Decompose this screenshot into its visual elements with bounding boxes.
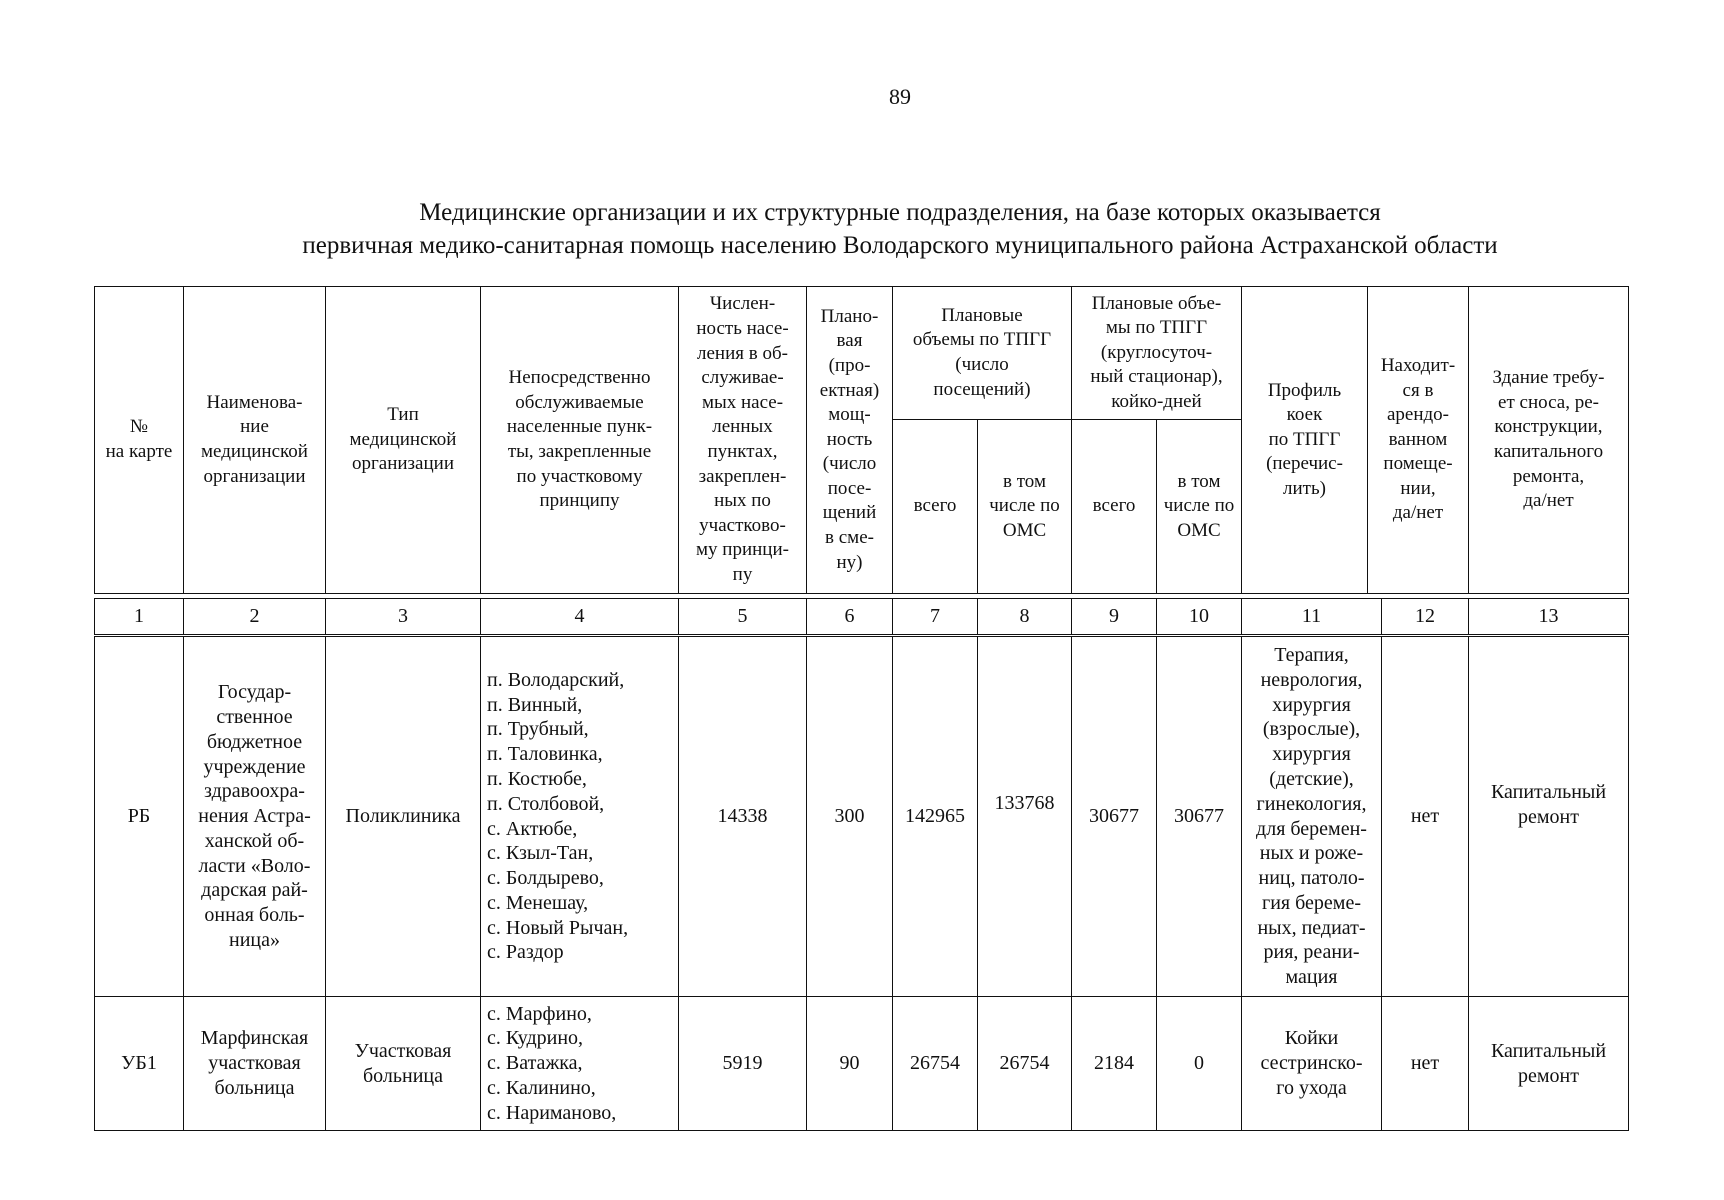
cell-line: неврология, xyxy=(1260,668,1363,691)
cell-line: ханской об- xyxy=(204,829,305,852)
cell-line: Государ- xyxy=(217,681,292,704)
cell-line: щений xyxy=(822,502,877,524)
header-org-name xyxy=(184,287,326,594)
building-status xyxy=(1469,997,1629,1131)
cell-line: п. Столбовой, xyxy=(487,792,605,815)
cell-line: участково- xyxy=(699,514,786,536)
cell-line: (взрослые), xyxy=(1262,718,1361,741)
cell-line: Плановые объе- xyxy=(1091,292,1222,314)
settlements xyxy=(481,637,679,997)
cell-line: ние xyxy=(240,416,269,438)
cell-line: мы по ТПГГ xyxy=(1105,317,1208,339)
beddays-total: 30677 xyxy=(1072,637,1157,997)
cell-line: учреждение xyxy=(203,755,306,778)
cell-line: населенные пунк- xyxy=(506,416,653,438)
header-org-type xyxy=(326,287,481,594)
cell-line: ты, закрепленные xyxy=(507,441,652,462)
cell-line: да/нет xyxy=(1392,502,1444,524)
table-row xyxy=(95,637,1629,997)
capacity: 300 xyxy=(807,637,893,997)
header-visits-group xyxy=(893,287,1072,420)
cell-line: ных, педиат- xyxy=(1257,916,1366,939)
org-name xyxy=(184,637,326,997)
cell-line: по ТПГГ xyxy=(1268,428,1341,450)
cell-line: организации xyxy=(351,453,454,475)
cell-line: Плановые xyxy=(941,304,1023,326)
cell-line: арендо- xyxy=(1386,404,1450,426)
org-name xyxy=(184,997,326,1131)
cell-line: ность насе- xyxy=(696,318,789,340)
cell-line: объемы по ТПГГ xyxy=(912,329,1052,351)
beddays-oms: 0 xyxy=(1157,997,1242,1131)
cell-line: нения Астра- xyxy=(198,805,311,828)
header-table xyxy=(94,286,1629,594)
column-number-2: 2 xyxy=(184,599,326,635)
column-number-6: 6 xyxy=(807,599,893,635)
cell-line: хирургия xyxy=(1272,693,1351,716)
cell-line: пунктах, xyxy=(707,441,778,462)
cell-line: бюджетное xyxy=(206,730,303,753)
cell-line: мощ- xyxy=(828,404,871,426)
cell-line: Непосредственно xyxy=(508,367,651,389)
cell-line: ремонта, xyxy=(1512,465,1585,487)
cell-line: Капитальный xyxy=(1490,780,1607,803)
cell-line: гинекология, xyxy=(1256,792,1367,815)
cell-line: Здание требу- xyxy=(1492,367,1605,389)
cell-line: лить) xyxy=(1283,477,1326,499)
cell-line: Поликлиника xyxy=(345,805,461,828)
column-number-13: 13 xyxy=(1469,599,1629,635)
cell-line: с. Актюбе, xyxy=(487,817,578,840)
cell-line: Наименова- xyxy=(206,391,303,413)
beddays-total: 2184 xyxy=(1072,997,1157,1131)
cell-line: ванном xyxy=(1388,428,1448,450)
rented: нет xyxy=(1382,997,1469,1131)
cell-line: в том xyxy=(1177,470,1221,492)
cell-line: Терапия, xyxy=(1274,643,1349,666)
population: 5919 xyxy=(679,997,807,1131)
cell-line: ремонт xyxy=(1518,805,1579,828)
cell-line: больница xyxy=(363,1064,443,1087)
population: 14338 xyxy=(679,637,807,997)
cell-line: ленных xyxy=(712,416,773,438)
map-number: РБ xyxy=(95,637,184,997)
visits-oms: 133768 xyxy=(978,637,1072,997)
cell-line: ласти «Воло- xyxy=(198,854,311,877)
map-number: УБ1 xyxy=(95,997,184,1131)
cell-line: дарская рай- xyxy=(201,879,308,902)
column-number-5: 5 xyxy=(679,599,807,635)
cell-line: в сме- xyxy=(825,527,874,549)
cell-line: п. Трубный, xyxy=(487,718,589,741)
cell-line: п. Володарский, xyxy=(487,668,625,691)
cell-line: (перечис- xyxy=(1266,453,1343,475)
data-table xyxy=(94,636,1629,1131)
visits-total: 26754 xyxy=(893,997,978,1131)
column-number-8: 8 xyxy=(978,599,1072,635)
cell-line: здравоохра- xyxy=(204,780,305,803)
header-population xyxy=(679,287,807,594)
cell-line: на карте xyxy=(105,441,173,462)
visits-oms: 26754 xyxy=(978,997,1072,1131)
cell-line: ный стационар), xyxy=(1090,366,1223,388)
header-settlements xyxy=(481,287,679,594)
cell-line: гия береме- xyxy=(1262,891,1361,914)
cell-line: с. Ватажка, xyxy=(487,1052,583,1075)
cell-line: ОМС xyxy=(1002,519,1047,541)
cell-line: больница xyxy=(214,1076,295,1099)
cell-line: с. Кзыл-Тан, xyxy=(487,842,594,865)
header-visits-oms xyxy=(978,420,1072,594)
column-number-4: 4 xyxy=(481,599,679,635)
cell-line: рия, реани- xyxy=(1263,941,1360,964)
cell-line: медицинской xyxy=(349,428,457,450)
cell-line: ница» xyxy=(229,929,280,952)
cell-line: да/нет xyxy=(1523,490,1574,512)
cell-line: № xyxy=(129,416,149,438)
document-title xyxy=(0,196,1724,262)
cell-line: закреплен- xyxy=(698,465,787,487)
cell-line: мация xyxy=(1285,966,1338,989)
cell-line: по участковому xyxy=(516,465,643,487)
cell-line: Капитальный xyxy=(1490,1039,1607,1062)
column-numbers-row xyxy=(95,599,1629,635)
cell-line: медицинской xyxy=(201,441,308,462)
cell-line: служивае- xyxy=(701,367,784,389)
cell-line: вая xyxy=(836,330,863,352)
cell-line: Участковая xyxy=(354,1039,452,1062)
header-capacity xyxy=(807,287,893,594)
cell-line: нии, xyxy=(1400,477,1436,499)
org-type xyxy=(326,997,481,1131)
capacity: 90 xyxy=(807,997,893,1131)
cell-line: ных по xyxy=(714,490,771,512)
cell-line: ся в xyxy=(1402,379,1434,401)
cell-line: пу xyxy=(732,563,753,585)
cell-line: помеще- xyxy=(1383,453,1453,475)
cell-line: ектная) xyxy=(819,379,880,401)
header-rented xyxy=(1368,287,1469,594)
header-building xyxy=(1469,287,1629,594)
cell-line: ет сноса, ре- xyxy=(1498,391,1599,413)
cell-line: онная боль- xyxy=(204,904,305,927)
cell-line: с. Раздор xyxy=(487,941,564,964)
column-number-3: 3 xyxy=(326,599,481,635)
cell-line: го ухода xyxy=(1276,1076,1347,1099)
cell-line: обслуживаемые xyxy=(515,391,644,413)
column-number-12: 12 xyxy=(1382,599,1469,635)
title-line-2: первичная медико-санитарная помощь населению Володарского муниципального района Астраханской области xyxy=(302,232,1498,259)
cell-line: с. Марфино, xyxy=(487,1002,592,1025)
cell-line: ственное xyxy=(216,705,293,728)
cell-line: Тип xyxy=(387,404,419,426)
header-beddays-oms xyxy=(1157,420,1242,594)
header-beddays-total: всего xyxy=(1072,420,1157,594)
cell-line: для беремен- xyxy=(1256,817,1367,840)
cell-line: Койки xyxy=(1284,1027,1339,1050)
cell-line: конструкции, xyxy=(1494,416,1603,438)
column-number-9: 9 xyxy=(1072,599,1157,635)
column-number-1: 1 xyxy=(95,599,184,635)
cell-line: (круглосуточ- xyxy=(1100,341,1213,363)
table-row xyxy=(95,997,1629,1131)
title-line-1: Медицинские организации и их структурные подразделения, на базе которых оказывается xyxy=(419,199,1381,226)
cell-line: (детские), xyxy=(1269,767,1354,790)
header-beddays-group xyxy=(1072,287,1242,420)
cell-line: п. Таловинка, xyxy=(487,743,603,766)
cell-line: п. Костюбе, xyxy=(487,767,587,790)
cell-line: ных и роже- xyxy=(1259,842,1364,865)
cell-line: Марфинская xyxy=(200,1027,309,1050)
cell-line: Находит- xyxy=(1380,354,1456,376)
page-number: 89 xyxy=(889,84,911,109)
cell-line: сестринско- xyxy=(1260,1052,1363,1075)
cell-line: с. Кудрино, xyxy=(487,1027,584,1050)
cell-line: с. Менешау, xyxy=(487,891,589,914)
bed-profile xyxy=(1242,637,1382,997)
cell-line: Плано- xyxy=(820,305,879,327)
cell-line: хирургия xyxy=(1272,743,1351,766)
column-number-7: 7 xyxy=(893,599,978,635)
cell-line: числе по xyxy=(1163,495,1235,517)
cell-line: коек xyxy=(1286,404,1323,426)
column-number-10: 10 xyxy=(1157,599,1242,635)
visits-total: 142965 xyxy=(893,637,978,997)
cell-line: Числен- xyxy=(709,293,776,315)
cell-line: ОМС xyxy=(1177,519,1221,541)
rented: нет xyxy=(1382,637,1469,997)
cell-line: Профиль xyxy=(1267,379,1342,401)
cell-line: посещений) xyxy=(933,378,1031,400)
header-map-no xyxy=(95,287,184,594)
cell-line: с. Болдырево, xyxy=(487,867,604,890)
cell-line: ремонт xyxy=(1518,1064,1579,1087)
cell-line: ну) xyxy=(836,551,863,573)
cell-line: (число xyxy=(822,453,877,475)
cell-line: ления в об- xyxy=(697,342,788,364)
cell-line: мых насе- xyxy=(701,391,784,413)
cell-line: ность xyxy=(826,428,873,450)
cell-line: числе по xyxy=(989,495,1060,517)
column-numbers-table xyxy=(94,598,1629,635)
cell-line: посе- xyxy=(827,477,872,499)
cell-line: му принци- xyxy=(696,539,789,561)
beddays-oms: 30677 xyxy=(1157,637,1242,997)
cell-line: принципу xyxy=(539,490,620,512)
cell-line: участковая xyxy=(208,1052,301,1075)
cell-line: койко-дней xyxy=(1111,390,1202,412)
cell-line: (про- xyxy=(828,354,871,376)
cell-line: с. Калинино, xyxy=(487,1076,596,1099)
column-number-11: 11 xyxy=(1242,599,1382,635)
settlements xyxy=(481,997,679,1131)
cell-line: с. Новый Рычан, xyxy=(487,916,629,939)
building-status xyxy=(1469,637,1629,997)
cell-line: в том xyxy=(1003,470,1046,492)
header-visits-total: всего xyxy=(893,420,978,594)
cell-line: капитального xyxy=(1493,441,1604,462)
org-type xyxy=(326,637,481,997)
cell-line: п. Винный, xyxy=(487,693,583,716)
cell-line: ниц, патоло- xyxy=(1258,867,1365,890)
cell-line: (число xyxy=(955,354,1009,375)
header-bed-profile xyxy=(1242,287,1368,594)
bed-profile xyxy=(1242,997,1382,1131)
cell-line: организации xyxy=(203,465,306,487)
cell-line: с. Нариманово, xyxy=(487,1101,617,1124)
